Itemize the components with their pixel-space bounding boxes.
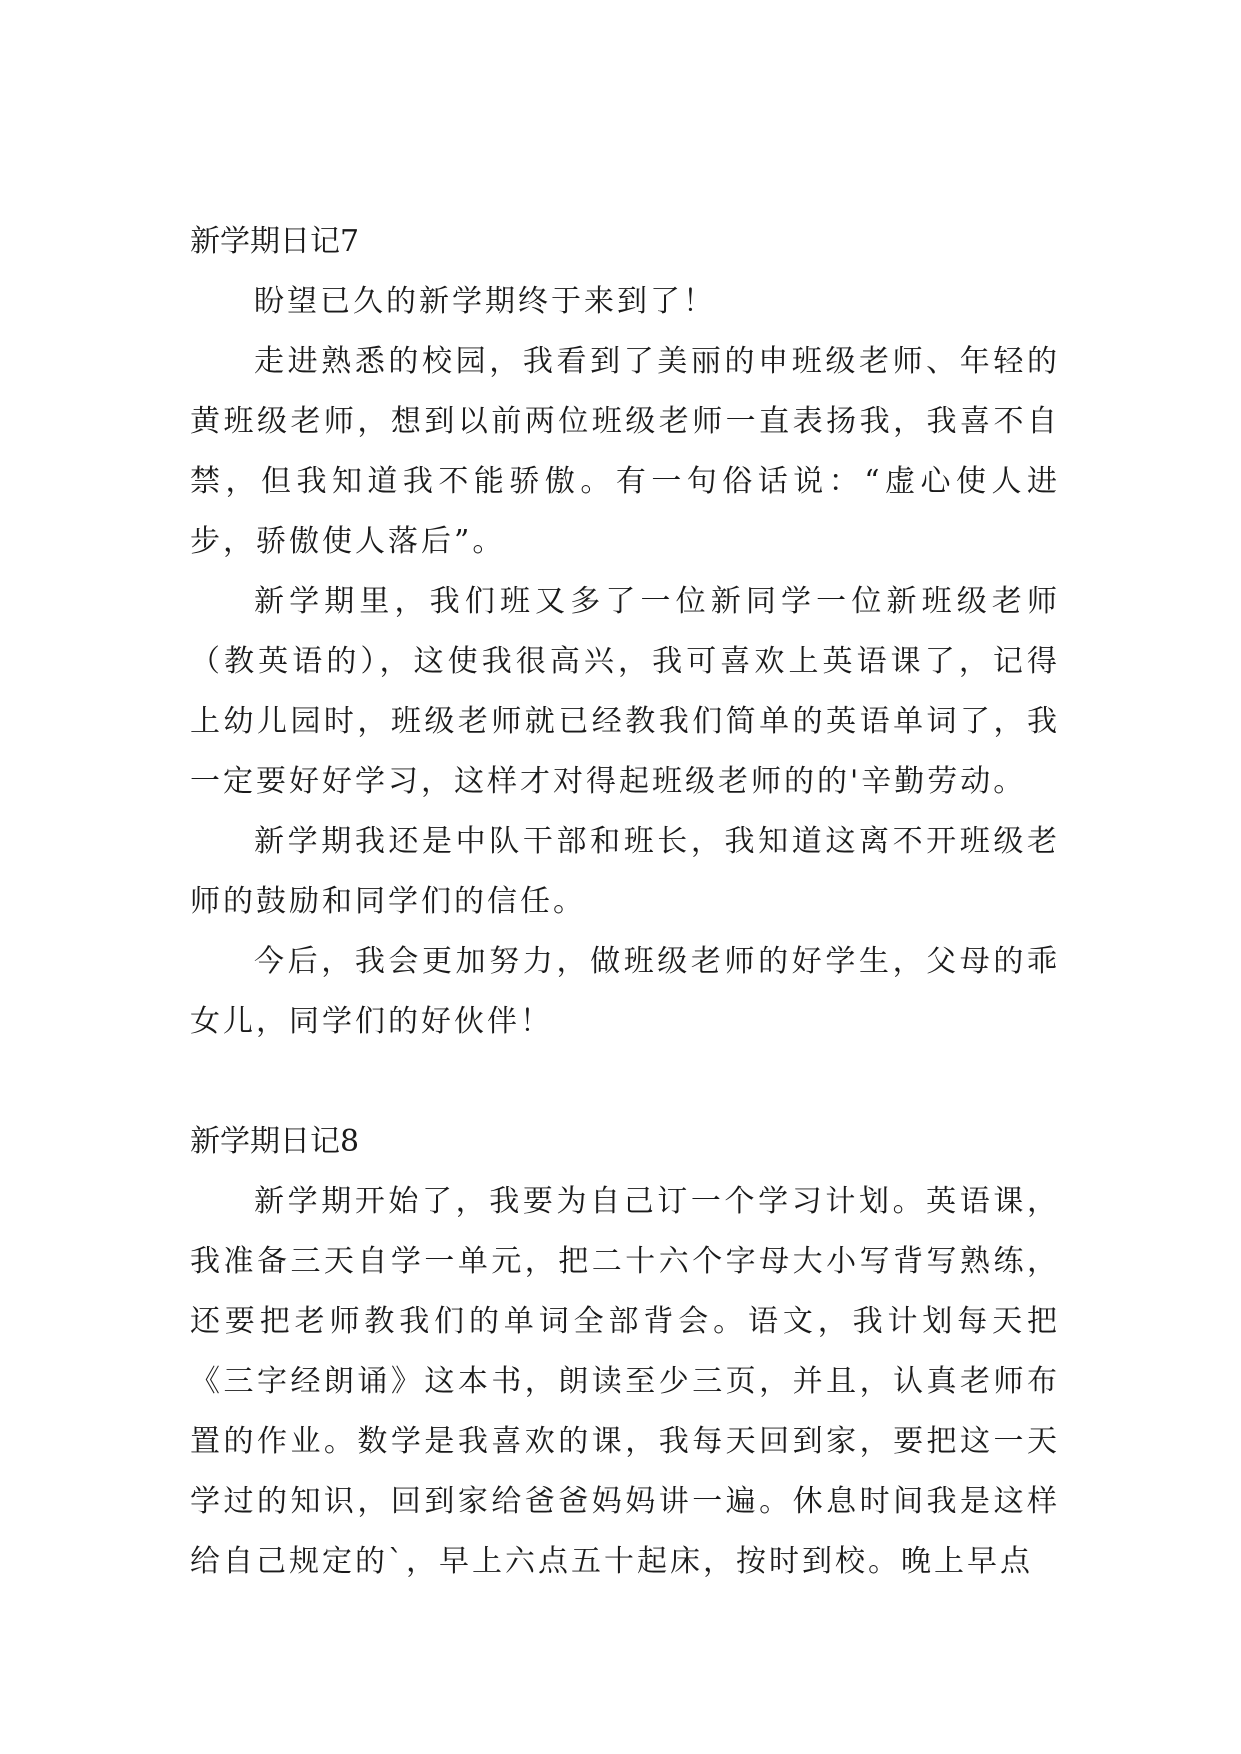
diary-entry-8 xyxy=(190,1112,1060,1592)
document-body xyxy=(190,212,1060,1592)
paragraph: 新学期我还是中队干部和班长，我知道这离不开班级老师的鼓励和同学们的信任。 xyxy=(190,824,1060,919)
paragraph: 新学期开始了，我要为自己订一个学习计划。英语课，我准备三天自学一单元，把二十六个字母大小写背写熟练，还要把老师教我们的单词全部背会。语文，我计划每天把《三字经朗诵》这本书，朗读至少三页，并且，认真老师布置的作业。数学是我喜欢的课，我每天回到家，要把这一天学过的知识，回到家给爸爸妈妈讲一遍。休息时间我是这样给自己规定的`，早上六点五十起床，按时到校。晚上早点 xyxy=(190,1184,1060,1579)
paragraph: 今后，我会更加努力，做班级老师的好学生，父母的乖女儿，同学们的好伙伴！ xyxy=(190,944,1060,1039)
entry-title: 新学期日记7 xyxy=(190,224,360,259)
paragraph: 走进熟悉的校园，我看到了美丽的申班级老师、年轻的黄班级老师，想到以前两位班级老师一直表扬我，我喜不自禁，但我知道我不能骄傲。有一句俗话说：“虚心使人进步，骄傲使人落后”。 xyxy=(190,344,1060,559)
diary-entry-7 xyxy=(190,212,1060,1052)
paragraph: 新学期里，我们班又多了一位新同学一位新班级老师（教英语的），这使我很高兴，我可喜欢上英语课了，记得上幼儿园时，班级老师就已经教我们简单的英语单词了，我一定要好好学习，这样才对得起班级老师的的'辛勤劳动。 xyxy=(190,584,1060,799)
entry-title: 新学期日记8 xyxy=(190,1124,360,1159)
paragraph: 盼望已久的新学期终于来到了！ xyxy=(254,284,716,319)
